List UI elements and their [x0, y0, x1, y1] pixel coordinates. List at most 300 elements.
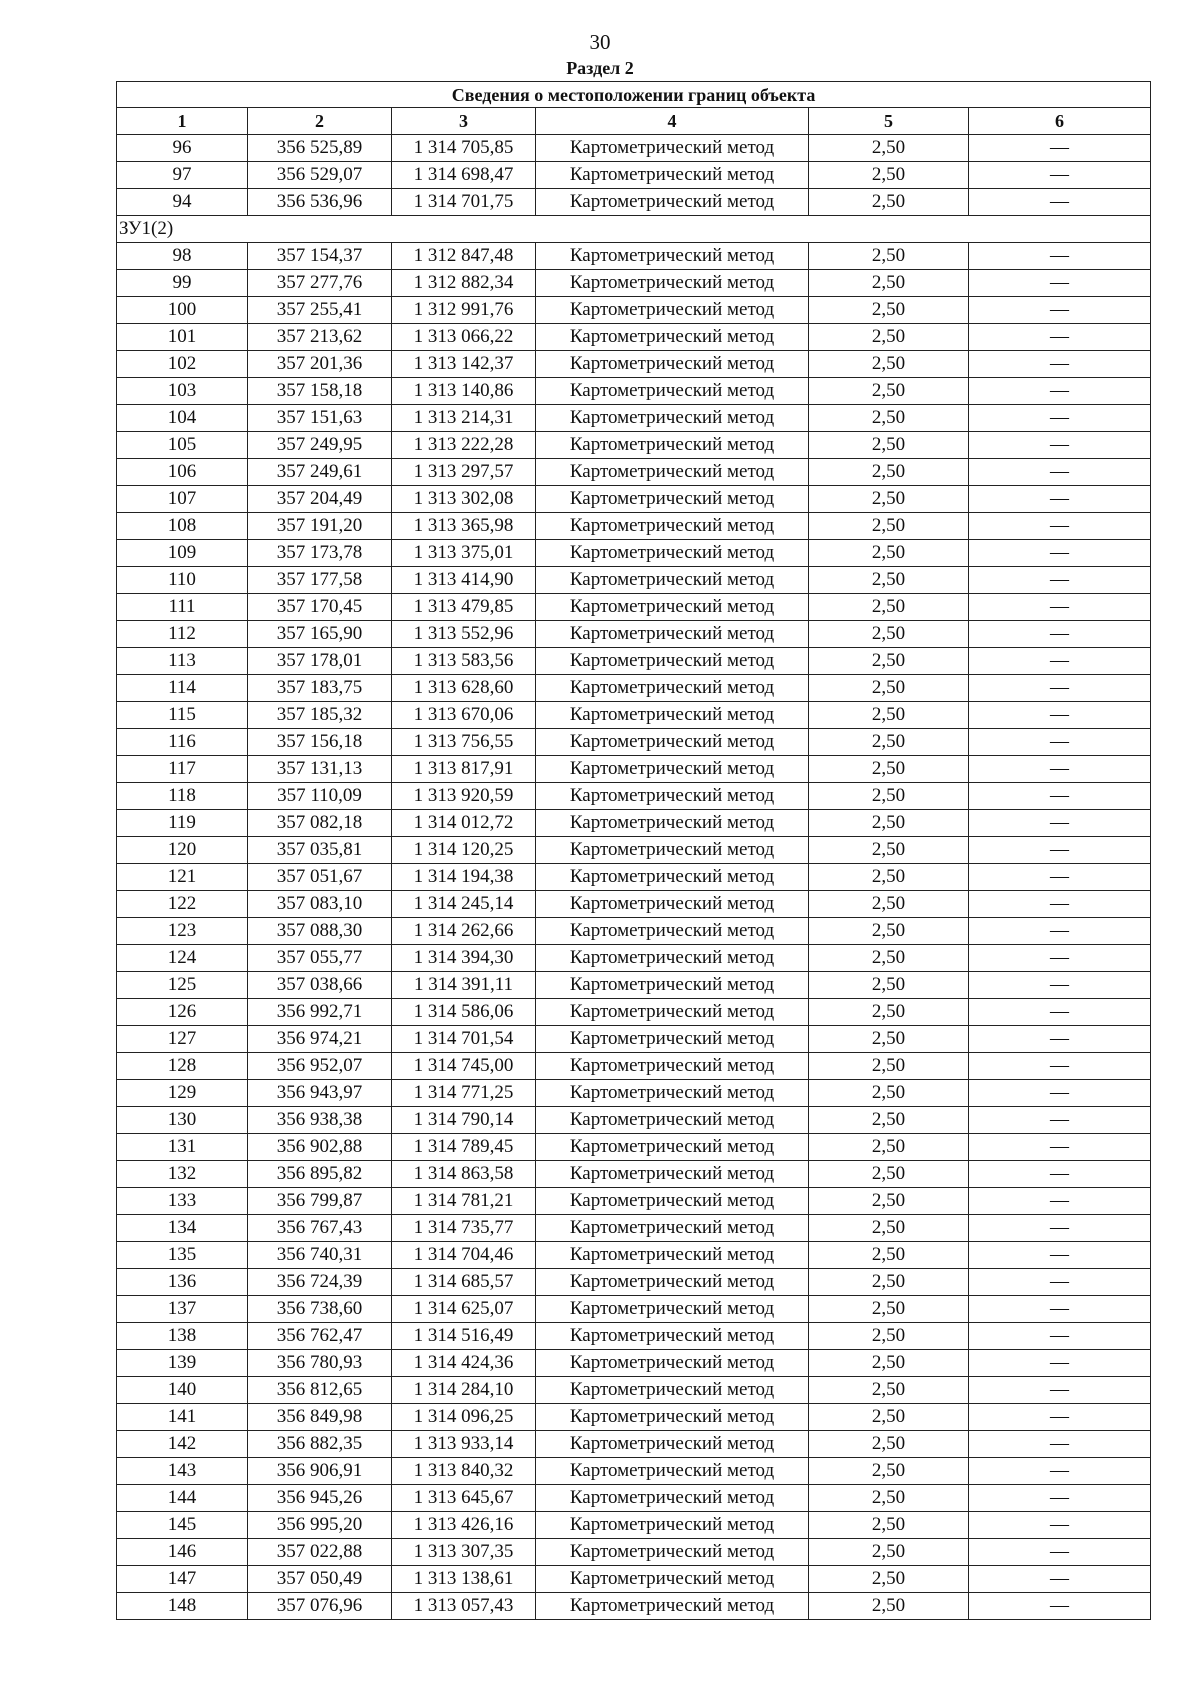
y-coordinate-cell: 1 313 057,43	[392, 1593, 536, 1620]
table-row	[117, 324, 1151, 351]
method-cell: Картометрический метод	[536, 1431, 809, 1458]
x-coordinate-cell: 357 051,67	[248, 864, 392, 891]
y-coordinate-cell: 1 314 790,14	[392, 1107, 536, 1134]
table-row	[117, 783, 1151, 810]
method-cell: Картометрический метод	[536, 918, 809, 945]
table-row	[117, 351, 1151, 378]
method-cell: Картометрический метод	[536, 1026, 809, 1053]
y-coordinate-cell: 1 313 375,01	[392, 540, 536, 567]
y-coordinate-cell: 1 314 863,58	[392, 1161, 536, 1188]
method-cell: Картометрический метод	[536, 1215, 809, 1242]
table-row	[117, 1431, 1151, 1458]
y-coordinate-cell: 1 314 391,11	[392, 972, 536, 999]
table-row	[117, 1161, 1151, 1188]
point-number-cell: 140	[117, 1377, 248, 1404]
point-number-cell: 136	[117, 1269, 248, 1296]
accuracy-cell: 2,50	[809, 162, 969, 189]
x-coordinate-cell: 357 055,77	[248, 945, 392, 972]
accuracy-cell: 2,50	[809, 1053, 969, 1080]
y-coordinate-cell: 1 314 194,38	[392, 864, 536, 891]
x-coordinate-cell: 356 767,43	[248, 1215, 392, 1242]
table-row	[117, 1458, 1151, 1485]
x-coordinate-cell: 356 902,88	[248, 1134, 392, 1161]
x-coordinate-cell: 356 992,71	[248, 999, 392, 1026]
accuracy-cell: 2,50	[809, 702, 969, 729]
group-label: ЗУ1(2)	[117, 216, 1151, 243]
table-row	[117, 1539, 1151, 1566]
x-coordinate-cell: 356 952,07	[248, 1053, 392, 1080]
accuracy-cell: 2,50	[809, 1458, 969, 1485]
note-cell: —	[969, 648, 1151, 675]
note-cell: —	[969, 1323, 1151, 1350]
note-cell: —	[969, 1242, 1151, 1269]
accuracy-cell: 2,50	[809, 918, 969, 945]
y-coordinate-cell: 1 313 933,14	[392, 1431, 536, 1458]
y-coordinate-cell: 1 314 586,06	[392, 999, 536, 1026]
y-coordinate-cell: 1 314 262,66	[392, 918, 536, 945]
accuracy-cell: 2,50	[809, 999, 969, 1026]
accuracy-cell: 2,50	[809, 1512, 969, 1539]
note-cell: —	[969, 297, 1151, 324]
note-cell: —	[969, 1377, 1151, 1404]
note-cell: —	[969, 378, 1151, 405]
accuracy-cell: 2,50	[809, 324, 969, 351]
table-row	[117, 810, 1151, 837]
y-coordinate-cell: 1 313 645,67	[392, 1485, 536, 1512]
table-row	[117, 1215, 1151, 1242]
y-coordinate-cell: 1 314 771,25	[392, 1080, 536, 1107]
table-row	[117, 1080, 1151, 1107]
point-number-cell: 114	[117, 675, 248, 702]
x-coordinate-cell: 357 185,32	[248, 702, 392, 729]
method-cell: Картометрический метод	[536, 1539, 809, 1566]
note-cell: —	[969, 999, 1151, 1026]
note-cell: —	[969, 162, 1151, 189]
table-caption-row	[117, 82, 1151, 108]
accuracy-cell: 2,50	[809, 243, 969, 270]
column-number-row	[117, 108, 1151, 135]
note-cell: —	[969, 432, 1151, 459]
accuracy-cell: 2,50	[809, 1188, 969, 1215]
point-number-cell: 147	[117, 1566, 248, 1593]
accuracy-cell: 2,50	[809, 1161, 969, 1188]
note-cell: —	[969, 540, 1151, 567]
table-row	[117, 1053, 1151, 1080]
note-cell: —	[969, 513, 1151, 540]
method-cell: Картометрический метод	[536, 540, 809, 567]
note-cell: —	[969, 324, 1151, 351]
x-coordinate-cell: 357 035,81	[248, 837, 392, 864]
accuracy-cell: 2,50	[809, 1026, 969, 1053]
note-cell: —	[969, 567, 1151, 594]
y-coordinate-cell: 1 314 424,36	[392, 1350, 536, 1377]
point-number-cell: 122	[117, 891, 248, 918]
y-coordinate-cell: 1 312 882,34	[392, 270, 536, 297]
x-coordinate-cell: 357 110,09	[248, 783, 392, 810]
note-cell: —	[969, 702, 1151, 729]
y-coordinate-cell: 1 313 756,55	[392, 729, 536, 756]
note-cell: —	[969, 1458, 1151, 1485]
table-row	[117, 405, 1151, 432]
x-coordinate-cell: 357 201,36	[248, 351, 392, 378]
y-coordinate-cell: 1 314 245,14	[392, 891, 536, 918]
method-cell: Картометрический метод	[536, 1323, 809, 1350]
method-cell: Картометрический метод	[536, 378, 809, 405]
y-coordinate-cell: 1 313 302,08	[392, 486, 536, 513]
table-row	[117, 486, 1151, 513]
column-header: 3	[392, 108, 536, 135]
point-number-cell: 132	[117, 1161, 248, 1188]
x-coordinate-cell: 357 249,95	[248, 432, 392, 459]
y-coordinate-cell: 1 313 552,96	[392, 621, 536, 648]
table-row	[117, 297, 1151, 324]
point-number-cell: 108	[117, 513, 248, 540]
note-cell: —	[969, 891, 1151, 918]
note-cell: —	[969, 1026, 1151, 1053]
note-cell: —	[969, 1431, 1151, 1458]
x-coordinate-cell: 356 529,07	[248, 162, 392, 189]
accuracy-cell: 2,50	[809, 756, 969, 783]
y-coordinate-cell: 1 312 991,76	[392, 297, 536, 324]
x-coordinate-cell: 357 158,18	[248, 378, 392, 405]
accuracy-cell: 2,50	[809, 405, 969, 432]
note-cell: —	[969, 243, 1151, 270]
method-cell: Картометрический метод	[536, 999, 809, 1026]
note-cell: —	[969, 1161, 1151, 1188]
x-coordinate-cell: 356 724,39	[248, 1269, 392, 1296]
y-coordinate-cell: 1 314 012,72	[392, 810, 536, 837]
x-coordinate-cell: 356 740,31	[248, 1242, 392, 1269]
method-cell: Картометрический метод	[536, 1188, 809, 1215]
point-number-cell: 141	[117, 1404, 248, 1431]
note-cell: —	[969, 837, 1151, 864]
accuracy-cell: 2,50	[809, 621, 969, 648]
table-row	[117, 729, 1151, 756]
table-row	[117, 1242, 1151, 1269]
accuracy-cell: 2,50	[809, 648, 969, 675]
x-coordinate-cell: 357 022,88	[248, 1539, 392, 1566]
x-coordinate-cell: 357 170,45	[248, 594, 392, 621]
x-coordinate-cell: 357 213,62	[248, 324, 392, 351]
accuracy-cell: 2,50	[809, 1323, 969, 1350]
y-coordinate-cell: 1 314 701,75	[392, 189, 536, 216]
accuracy-cell: 2,50	[809, 1404, 969, 1431]
point-number-cell: 117	[117, 756, 248, 783]
column-header: 6	[969, 108, 1151, 135]
boundary-coordinates-table	[116, 81, 1151, 1620]
note-cell: —	[969, 1539, 1151, 1566]
note-cell: —	[969, 1485, 1151, 1512]
y-coordinate-cell: 1 314 705,85	[392, 135, 536, 162]
method-cell: Картометрический метод	[536, 648, 809, 675]
y-coordinate-cell: 1 313 817,91	[392, 756, 536, 783]
x-coordinate-cell: 357 156,18	[248, 729, 392, 756]
accuracy-cell: 2,50	[809, 1215, 969, 1242]
method-cell: Картометрический метод	[536, 1485, 809, 1512]
point-number-cell: 137	[117, 1296, 248, 1323]
point-number-cell: 103	[117, 378, 248, 405]
x-coordinate-cell: 357 131,13	[248, 756, 392, 783]
point-number-cell: 138	[117, 1323, 248, 1350]
note-cell: —	[969, 1134, 1151, 1161]
note-cell: —	[969, 1566, 1151, 1593]
accuracy-cell: 2,50	[809, 1107, 969, 1134]
x-coordinate-cell: 357 255,41	[248, 297, 392, 324]
accuracy-cell: 2,50	[809, 1431, 969, 1458]
note-cell: —	[969, 270, 1151, 297]
accuracy-cell: 2,50	[809, 513, 969, 540]
table-row	[117, 972, 1151, 999]
table-row	[117, 1134, 1151, 1161]
note-cell: —	[969, 1512, 1151, 1539]
x-coordinate-cell: 357 191,20	[248, 513, 392, 540]
point-number-cell: 97	[117, 162, 248, 189]
table-row	[117, 675, 1151, 702]
table-row	[117, 999, 1151, 1026]
method-cell: Картометрический метод	[536, 783, 809, 810]
y-coordinate-cell: 1 314 781,21	[392, 1188, 536, 1215]
table-row	[117, 837, 1151, 864]
y-coordinate-cell: 1 313 365,98	[392, 513, 536, 540]
y-coordinate-cell: 1 314 685,57	[392, 1269, 536, 1296]
accuracy-cell: 2,50	[809, 1350, 969, 1377]
point-number-cell: 126	[117, 999, 248, 1026]
y-coordinate-cell: 1 314 704,46	[392, 1242, 536, 1269]
point-number-cell: 139	[117, 1350, 248, 1377]
table-row	[117, 756, 1151, 783]
point-number-cell: 121	[117, 864, 248, 891]
accuracy-cell: 2,50	[809, 297, 969, 324]
point-number-cell: 146	[117, 1539, 248, 1566]
table-row	[117, 1485, 1151, 1512]
table-row	[117, 567, 1151, 594]
table-row	[117, 243, 1151, 270]
accuracy-cell: 2,50	[809, 540, 969, 567]
x-coordinate-cell: 357 183,75	[248, 675, 392, 702]
method-cell: Картометрический метод	[536, 243, 809, 270]
method-cell: Картометрический метод	[536, 1296, 809, 1323]
accuracy-cell: 2,50	[809, 432, 969, 459]
accuracy-cell: 2,50	[809, 1566, 969, 1593]
point-number-cell: 131	[117, 1134, 248, 1161]
method-cell: Картометрический метод	[536, 972, 809, 999]
table-row	[117, 432, 1151, 459]
point-number-cell: 104	[117, 405, 248, 432]
column-header: 5	[809, 108, 969, 135]
method-cell: Картометрический метод	[536, 1242, 809, 1269]
method-cell: Картометрический метод	[536, 1404, 809, 1431]
table-row	[117, 621, 1151, 648]
x-coordinate-cell: 357 204,49	[248, 486, 392, 513]
method-cell: Картометрический метод	[536, 405, 809, 432]
table-row	[117, 1269, 1151, 1296]
column-header: 1	[117, 108, 248, 135]
point-number-cell: 106	[117, 459, 248, 486]
group-row	[117, 216, 1151, 243]
method-cell: Картометрический метод	[536, 1377, 809, 1404]
table-row	[117, 648, 1151, 675]
accuracy-cell: 2,50	[809, 1080, 969, 1107]
accuracy-cell: 2,50	[809, 270, 969, 297]
x-coordinate-cell: 356 995,20	[248, 1512, 392, 1539]
x-coordinate-cell: 356 762,47	[248, 1323, 392, 1350]
point-number-cell: 107	[117, 486, 248, 513]
point-number-cell: 119	[117, 810, 248, 837]
accuracy-cell: 2,50	[809, 135, 969, 162]
accuracy-cell: 2,50	[809, 972, 969, 999]
table-row	[117, 1296, 1151, 1323]
note-cell: —	[969, 1404, 1151, 1431]
x-coordinate-cell: 356 536,96	[248, 189, 392, 216]
note-cell: —	[969, 1350, 1151, 1377]
x-coordinate-cell: 356 799,87	[248, 1188, 392, 1215]
note-cell: —	[969, 1296, 1151, 1323]
accuracy-cell: 2,50	[809, 1377, 969, 1404]
method-cell: Картометрический метод	[536, 1134, 809, 1161]
x-coordinate-cell: 357 151,63	[248, 405, 392, 432]
method-cell: Картометрический метод	[536, 189, 809, 216]
accuracy-cell: 2,50	[809, 864, 969, 891]
note-cell: —	[969, 189, 1151, 216]
method-cell: Картометрический метод	[536, 729, 809, 756]
x-coordinate-cell: 357 178,01	[248, 648, 392, 675]
point-number-cell: 111	[117, 594, 248, 621]
method-cell: Картометрический метод	[536, 594, 809, 621]
table-row	[117, 378, 1151, 405]
table-caption: Сведения о местоположении границ объекта	[117, 82, 1151, 108]
accuracy-cell: 2,50	[809, 378, 969, 405]
y-coordinate-cell: 1 313 214,31	[392, 405, 536, 432]
y-coordinate-cell: 1 313 628,60	[392, 675, 536, 702]
page-number: 30	[589, 30, 611, 54]
x-coordinate-cell: 356 882,35	[248, 1431, 392, 1458]
table-row	[117, 459, 1151, 486]
note-cell: —	[969, 1269, 1151, 1296]
point-number-cell: 133	[117, 1188, 248, 1215]
x-coordinate-cell: 357 038,66	[248, 972, 392, 999]
table-row	[117, 540, 1151, 567]
note-cell: —	[969, 945, 1151, 972]
accuracy-cell: 2,50	[809, 459, 969, 486]
table-row	[117, 864, 1151, 891]
accuracy-cell: 2,50	[809, 1539, 969, 1566]
table-row	[117, 189, 1151, 216]
x-coordinate-cell: 357 088,30	[248, 918, 392, 945]
point-number-cell: 120	[117, 837, 248, 864]
section-title: Раздел 2	[566, 58, 634, 78]
y-coordinate-cell: 1 313 583,56	[392, 648, 536, 675]
point-number-cell: 142	[117, 1431, 248, 1458]
y-coordinate-cell: 1 313 222,28	[392, 432, 536, 459]
y-coordinate-cell: 1 313 426,16	[392, 1512, 536, 1539]
note-cell: —	[969, 594, 1151, 621]
x-coordinate-cell: 356 974,21	[248, 1026, 392, 1053]
method-cell: Картометрический метод	[536, 432, 809, 459]
point-number-cell: 145	[117, 1512, 248, 1539]
note-cell: —	[969, 864, 1151, 891]
table-row	[117, 1188, 1151, 1215]
note-cell: —	[969, 1107, 1151, 1134]
method-cell: Картометрический метод	[536, 810, 809, 837]
y-coordinate-cell: 1 314 735,77	[392, 1215, 536, 1242]
method-cell: Картометрический метод	[536, 1161, 809, 1188]
table-row	[117, 1323, 1151, 1350]
table-row	[117, 1593, 1151, 1620]
table-row	[117, 1107, 1151, 1134]
note-cell: —	[969, 1188, 1151, 1215]
y-coordinate-cell: 1 314 516,49	[392, 1323, 536, 1350]
point-number-cell: 129	[117, 1080, 248, 1107]
y-coordinate-cell: 1 313 138,61	[392, 1566, 536, 1593]
point-number-cell: 101	[117, 324, 248, 351]
method-cell: Картометрический метод	[536, 135, 809, 162]
x-coordinate-cell: 356 849,98	[248, 1404, 392, 1431]
note-cell: —	[969, 1080, 1151, 1107]
point-number-cell: 98	[117, 243, 248, 270]
method-cell: Картометрический метод	[536, 1107, 809, 1134]
point-number-cell: 125	[117, 972, 248, 999]
note-cell: —	[969, 918, 1151, 945]
table-row	[117, 1377, 1151, 1404]
accuracy-cell: 2,50	[809, 594, 969, 621]
table-row	[117, 270, 1151, 297]
y-coordinate-cell: 1 313 479,85	[392, 594, 536, 621]
y-coordinate-cell: 1 312 847,48	[392, 243, 536, 270]
x-coordinate-cell: 357 076,96	[248, 1593, 392, 1620]
table-row	[117, 162, 1151, 189]
point-number-cell: 105	[117, 432, 248, 459]
table-row	[117, 1026, 1151, 1053]
x-coordinate-cell: 356 895,82	[248, 1161, 392, 1188]
point-number-cell: 123	[117, 918, 248, 945]
accuracy-cell: 2,50	[809, 1593, 969, 1620]
x-coordinate-cell: 357 173,78	[248, 540, 392, 567]
x-coordinate-cell: 357 277,76	[248, 270, 392, 297]
accuracy-cell: 2,50	[809, 189, 969, 216]
note-cell: —	[969, 135, 1151, 162]
accuracy-cell: 2,50	[809, 1485, 969, 1512]
table-row	[117, 918, 1151, 945]
method-cell: Картометрический метод	[536, 891, 809, 918]
y-coordinate-cell: 1 314 120,25	[392, 837, 536, 864]
note-cell: —	[969, 972, 1151, 999]
table-row	[117, 135, 1151, 162]
method-cell: Картометрический метод	[536, 621, 809, 648]
x-coordinate-cell: 356 738,60	[248, 1296, 392, 1323]
table-row	[117, 945, 1151, 972]
y-coordinate-cell: 1 314 284,10	[392, 1377, 536, 1404]
column-header: 2	[248, 108, 392, 135]
y-coordinate-cell: 1 314 394,30	[392, 945, 536, 972]
point-number-cell: 130	[117, 1107, 248, 1134]
point-number-cell: 112	[117, 621, 248, 648]
accuracy-cell: 2,50	[809, 1134, 969, 1161]
x-coordinate-cell: 356 906,91	[248, 1458, 392, 1485]
point-number-cell: 127	[117, 1026, 248, 1053]
method-cell: Картометрический метод	[536, 567, 809, 594]
x-coordinate-cell: 357 249,61	[248, 459, 392, 486]
accuracy-cell: 2,50	[809, 351, 969, 378]
note-cell: —	[969, 810, 1151, 837]
note-cell: —	[969, 783, 1151, 810]
method-cell: Картометрический метод	[536, 1458, 809, 1485]
x-coordinate-cell: 356 780,93	[248, 1350, 392, 1377]
note-cell: —	[969, 729, 1151, 756]
x-coordinate-cell: 357 177,58	[248, 567, 392, 594]
x-coordinate-cell: 356 938,38	[248, 1107, 392, 1134]
method-cell: Картометрический метод	[536, 837, 809, 864]
x-coordinate-cell: 356 945,26	[248, 1485, 392, 1512]
